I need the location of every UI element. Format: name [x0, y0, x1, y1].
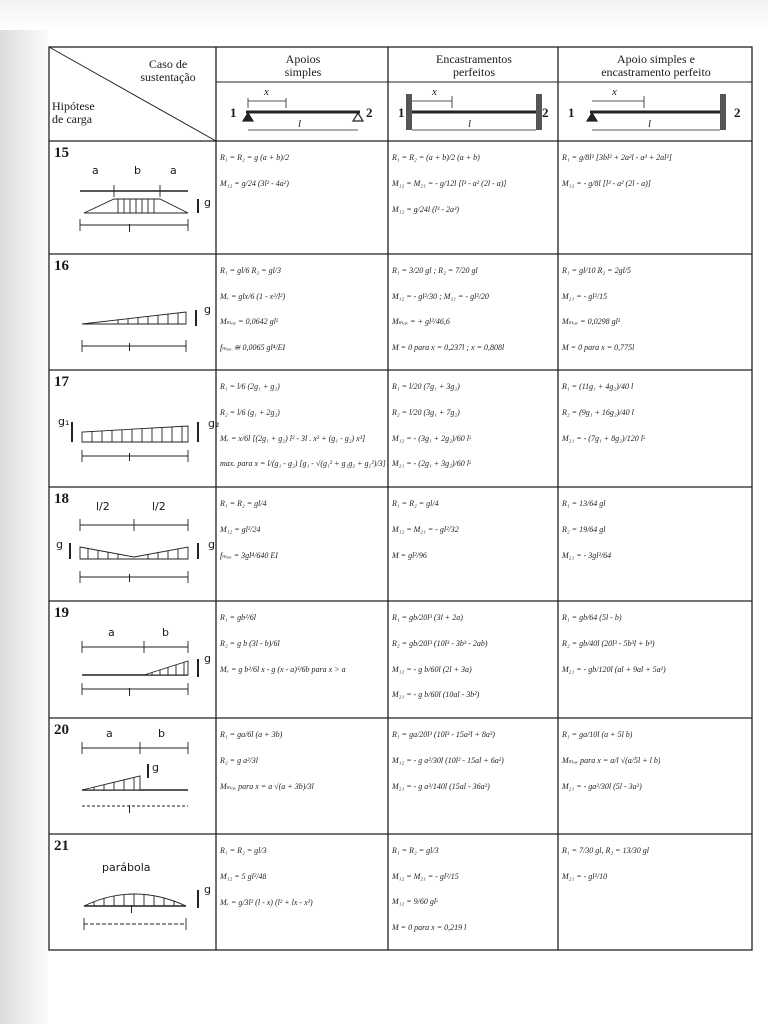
col1-line2: simples — [284, 65, 322, 79]
formula-line: R₂ = g b (3l - b)/6l — [220, 639, 280, 648]
formula-line: R₂ = l/20 (3g₁ + 7g₂) — [392, 407, 460, 417]
beam-sketch-propped — [560, 84, 752, 140]
formula-line: M₂₁ = - (7g₁ + 8g₂)/120 l² — [562, 434, 646, 443]
formula-line: Mₘₐₓ para x = a √(a + 3b)/3l — [220, 782, 314, 791]
diagram-label: l — [128, 803, 132, 816]
diagram-label: l/2 — [96, 500, 110, 513]
formula-line: M₁₂ = - gl²/30 ; M₂₁ = - gl²/20 — [392, 291, 489, 301]
diagram-label: l — [130, 903, 134, 916]
diagram-label: l/2 — [152, 500, 166, 513]
formula-line: R₁ = R₂ = gl/4 — [392, 499, 439, 508]
load-diagram — [48, 487, 216, 601]
formula-line: R₁ = ga/20l³ (10l³ - 15a²l + 8a³) — [392, 730, 495, 739]
diagram-label: g — [204, 196, 211, 209]
row-number: 17 — [54, 374, 69, 390]
formula-line: M₁₂ = M₂₁ = - g/12l [l³ - a² (2l - a)] — [392, 179, 507, 188]
formula-line: M₂₁ = - (2g₁ + 3g₂)/60 l² — [392, 459, 472, 469]
diagram-label: g — [56, 538, 63, 551]
row-number: 19 — [54, 605, 69, 621]
diagram-label: l — [128, 572, 132, 585]
formula-line: R₂ = 19/64 gl — [562, 525, 606, 534]
formula-line: R₁ = g/8l² [3bl² + 2a²l - a³ + 2al²] — [562, 153, 672, 162]
formula-line: M₁₂ = M₂₁ = - gl²/15 — [392, 871, 459, 881]
formula-line: R₁ = R₂ = gl/3 — [392, 846, 439, 855]
formula-line: R₁ = (11g₁ + 4g₂)/40 l — [562, 382, 634, 391]
diagram-label: b — [158, 727, 165, 740]
formula-line: M₁₂ = - g a²/30l (10l² - 15al + 6a²) — [392, 756, 504, 765]
formula-line: R₁ = l/20 (7g₁ + 3g₂) — [392, 382, 460, 391]
diagram-label: g — [204, 652, 211, 665]
formula-line: M₂₁ = - g b/60l (10al - 3b²) — [392, 690, 480, 700]
row-number: 21 — [54, 838, 69, 854]
load-diagram — [48, 141, 216, 254]
diagram-label: l — [128, 451, 132, 464]
formula-line: R₁ = 13/64 gl — [562, 499, 606, 508]
load-diagram — [48, 254, 216, 370]
formula-line: Mₓ = glx/6 (1 - x²/l²) — [220, 291, 286, 301]
col-header-fixed-ends — [390, 53, 558, 79]
formula-line: R₁ = 3/20 gl ; R₂ = 7/20 gl — [392, 266, 478, 275]
formula-line: R₂ = (9g₁ + 16g₂)/40 l — [562, 408, 634, 417]
diagram-label: a — [92, 164, 99, 177]
formula-line: R₁ = ga/10l (a + 5l b) — [562, 730, 633, 739]
formula-line: R₁ = gl/10 R₂ = 2gl/5 — [562, 266, 632, 275]
diagram-label: a — [108, 626, 115, 639]
beam-sketch-simple — [218, 84, 388, 140]
case-label-line2: sustentação — [140, 70, 196, 84]
diagram-label: b — [162, 626, 169, 639]
beam-x-label-3: x — [612, 86, 617, 98]
formula-line: max. para x = l/(g₁ - g₂) [g₁ - √(g₁² + g₁g₂ + g₂²)/3] — [220, 459, 386, 469]
beam-x-label-1: x — [264, 86, 269, 98]
row-number: 20 — [54, 722, 69, 738]
beam-l-label-1: l — [298, 118, 302, 130]
support-1-label-c: 1 — [568, 105, 575, 120]
formula-line: Mₓ = x/6l [(2g₁ + g₂) l² - 3l . x² + (g₁ - g₂) x³] — [220, 433, 366, 443]
formula-line: M₁₂ = g/24l (l³ - 2a³) — [392, 205, 460, 214]
diagram-label: g₁ — [58, 415, 70, 428]
formula-line: M₁₂ = 5 gl²/48 — [220, 872, 267, 881]
formula-line: fₘₐₓ ≅ 0,0065 gl⁴/EI — [220, 342, 286, 352]
formula-line: R₂ = gb/20l³ (10l³ - 3b³ - 2ab) — [392, 638, 488, 648]
formula-line: R₁ = gb/64 (5l - b) — [562, 613, 622, 622]
formula-line: M₂₁ = - ga²/30l (5l - 3a²) — [562, 782, 642, 791]
formula-line: Mₘₐₓ = + gl²/46,6 — [392, 317, 450, 326]
beam-sketch-fixed — [390, 84, 558, 140]
diagram-label: g — [204, 303, 211, 316]
formula-line: M₁₂ = g/24 (3l² - 4a²) — [220, 179, 289, 188]
formula-line: M₂₁ = - gl²/15 — [562, 291, 608, 301]
formula-line: R₂ = gb/40l (20l³ - 5b³l + b³) — [562, 639, 655, 648]
row-number: 16 — [54, 258, 69, 274]
formula-line: R₁ = 7/30 gl, R₂ = 13/30 gl — [562, 846, 650, 855]
beam-l-label-2: l — [468, 118, 472, 130]
formula-line: R₁ = gb/20l³ (3l + 2a) — [392, 613, 463, 622]
diagram-label: g — [152, 761, 159, 774]
diagram-label: l — [128, 341, 132, 354]
formula-line: R₁ = ga/6l (a + 3b) — [220, 730, 283, 739]
load-label — [52, 100, 132, 126]
formula-line: M = 0 para x = 0,237l ; x = 0,808l — [392, 342, 505, 352]
col3-line1: Apoio simples e — [617, 52, 695, 66]
diagram-label: a — [170, 164, 177, 177]
formula-line: Mₘₐₓ = 0,0298 gl² — [562, 317, 621, 326]
formula-line: M₂₁ = - g a³/140l (15al - 36a²) — [392, 782, 490, 791]
formula-line: M₁₂ = M₂₁ = - gl²/32 — [392, 525, 459, 534]
page-top-shadow — [0, 0, 768, 30]
support-1-label-a: 1 — [230, 105, 237, 120]
formula-line: R₁ = R₂ = gl/4 — [220, 499, 267, 508]
formula-line: R₁ = R₂ = gl/3 — [220, 846, 267, 855]
support-2-label-a: 2 — [366, 105, 373, 120]
case-label-line1: Caso de — [148, 57, 188, 71]
page-edge-shadow — [0, 0, 48, 1024]
beam-l-label-3: l — [648, 118, 652, 130]
load-diagram — [48, 834, 216, 950]
formula-line: M₁₂ = - g/8l [l³ - a² (2l - a)] — [562, 179, 651, 188]
formula-line: M₁₂ = - (3g₁ + 2g₂)/60 l² — [392, 433, 472, 443]
load-label-line2: de carga — [52, 112, 93, 126]
load-diagram — [48, 370, 216, 487]
col2-line1: Encastramentos — [436, 52, 512, 66]
formula-line: R₂ = g a²/3l — [220, 756, 258, 765]
diagram-label: g₂ — [208, 417, 220, 430]
diagram-label: g — [204, 883, 211, 896]
row-number: 15 — [54, 145, 69, 161]
load-diagram — [48, 601, 216, 718]
formula-line: M = gl²/96 — [392, 551, 427, 560]
diagram-label: a — [106, 727, 113, 740]
formula-line: R₁ = l/6 (2g₁ + g₂) — [220, 382, 280, 391]
formula-line: R₁ = gb²/6l — [220, 613, 256, 622]
diagram-label: g — [208, 538, 215, 551]
diagram-label: l — [128, 222, 132, 235]
case-label — [128, 58, 208, 84]
col1-line1: Apoios — [285, 52, 321, 66]
formula-line: M₂₁ = - 3gl²/64 — [562, 551, 612, 560]
formula-line: M = 0 para x = 0,775l — [562, 342, 635, 352]
col2-line2: perfeitos — [453, 65, 495, 79]
formula-line: M₁₂ = - g b/60l (2l + 3a) — [392, 664, 472, 674]
formula-line: fₘₐₓ = 3gl⁴/640 EI — [220, 551, 278, 560]
formula-line: R₁ = R₂ = g (a + b)/2 — [220, 153, 290, 162]
support-2-label-c: 2 — [734, 105, 741, 120]
col3-line2: encastramento perfeito — [601, 65, 711, 79]
formula-line: Mₓ = g/3l² (l - x) (l² + lx - x²) — [220, 898, 313, 907]
diagram-label: parábola — [102, 861, 151, 874]
diagram-label: l — [128, 686, 132, 699]
row-number: 18 — [54, 491, 69, 507]
col-header-simple-supports — [218, 53, 388, 79]
col-header-propped-cantilever — [560, 53, 752, 79]
support-2-label-b: 2 — [542, 105, 549, 120]
formula-line: R₂ = l/6 (g₁ + 2g₂) — [220, 407, 280, 417]
formula-line: R₁ = R₂ = (a + b)/2 (a + b) — [392, 153, 480, 162]
diagram-label: b — [134, 164, 141, 177]
formula-line: M₂₁ = - gb/120l (al + 9al + 5a²) — [562, 665, 666, 674]
beam-x-label-2: x — [432, 86, 437, 98]
formula-line: M₁₂ = 9/60 gl² — [392, 897, 439, 906]
formula-line: M = 0 para x = 0,219 l — [392, 922, 467, 932]
load-diagram — [48, 718, 216, 834]
formula-table — [48, 46, 754, 952]
load-label-line1: Hipótese — [52, 99, 95, 113]
formula-line: Mₘₐₓ para x = a/l √(a/5l + l b) — [562, 756, 661, 765]
formula-line: M₂₁ = - gl²/10 — [562, 872, 608, 881]
formula-line: R₁ = gl/6 R₂ = gl/3 — [220, 266, 282, 275]
formula-line: Mₘₐₓ = 0,0642 gl² — [220, 317, 279, 326]
formula-line: M₁₂ = gl²/24 — [220, 525, 261, 534]
formula-line: Mₓ = g b²/6l x - g (x - a)³/6b para x > a — [220, 665, 346, 674]
support-1-label-b: 1 — [398, 105, 405, 120]
